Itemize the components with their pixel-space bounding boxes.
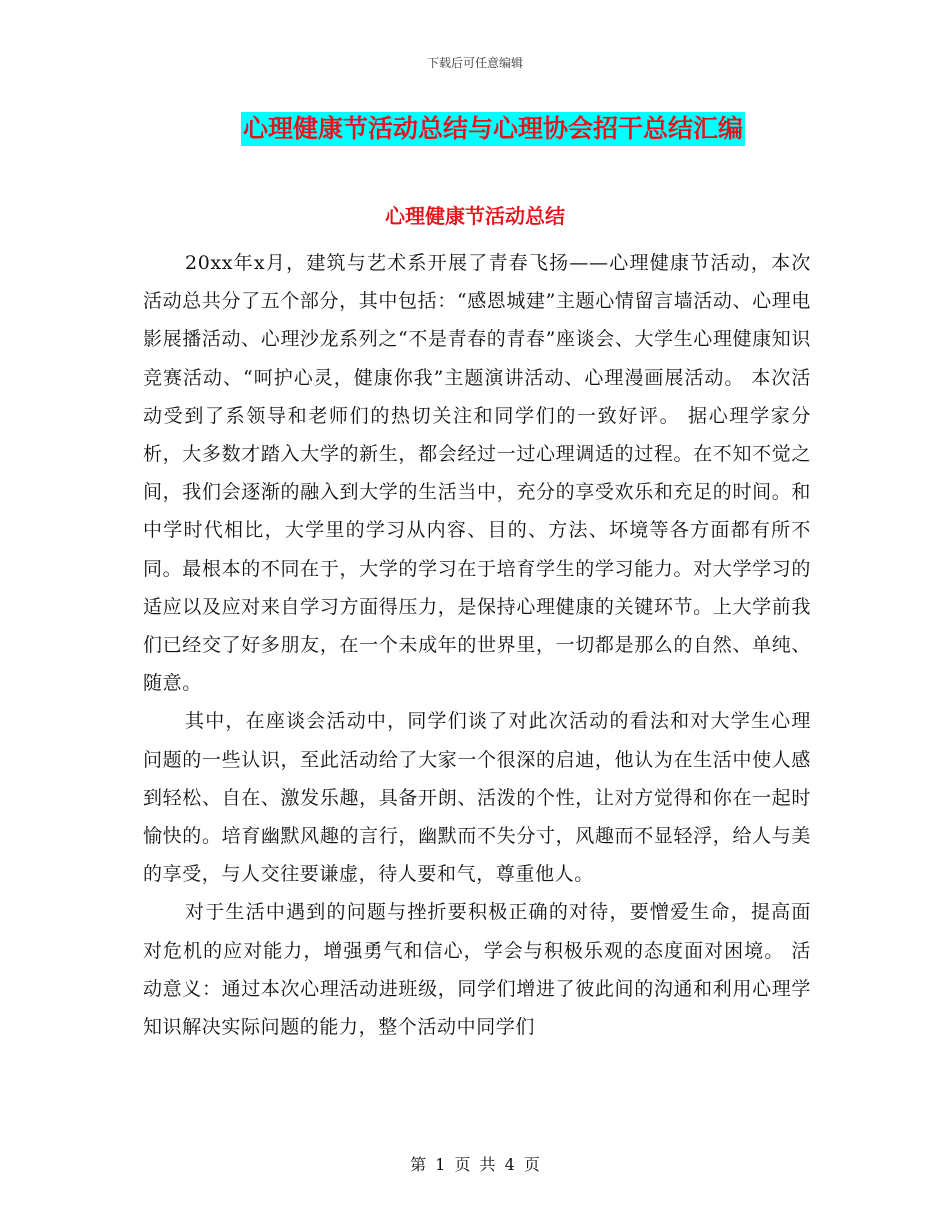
page-footer: 第 1 页 共 4 页 [410,1155,540,1174]
document-body [143,244,811,1046]
section-title: 心理健康节活动总结 [385,204,565,228]
paragraph: 其中，在座谈会活动中，同学们谈了对此次活动的看法和对大学生心理问题的一些认识，至此活动给了大家一个很深的启迪，他认为在生活中使人感到轻松、自在、激发乐趣，具备开朗、活泼的个性，让对方觉得和你在一起时愉快的。培育幽默风趣的言行，幽默而不失分寸，风趣而不显轻浮，给人与美的享受，与人交往要谦虚，待人要和气，尊重他人。 [143,710,811,886]
paragraph: 20xx年x月，建筑与艺术系开展了青春飞扬——心理健康节活动，本次活动总共分了五个部分，其中包括：“感恩城建”主题心情留言墙活动、心理电影展播活动、心理沙龙系列之“不是青春的青春”座谈会、大学生心理健康知识竞赛活动、“呵护心灵，健康你我”主题演讲活动、心理漫画展活动。 本次活动受到了系领导和老师们的热切关注和同学们的一致好评。 据心理学家分析，大多数才踏入大学的新生，都会经过一过心理调适的过程。在不知不觉之间，我们会逐渐的融入到大学的生活当中，充分的享受欢乐和充足的时间。和中学时代相比，大学里的学习从内容、目的、方法、坏境等各方面都有所不同。最根本的不同在于，大学的学习在于培育学生的学习能力。对大学学习的适应以及应对来自学习方面得压力，是保持心理健康的关键环节。上大学前我们已经交了好多朋友，在一个未成年的世界里，一切都是那么的自然、单纯、随意。 [143,252,811,695]
paragraph: 对于生活中遇到的问题与挫折要积极正确的对待，要憎爱生命，提高面对危机的应对能力，增强勇气和信心，学会与积极乐观的态度面对困境。 活动意义：通过本次心理活动进班级，同学们增进了彼此间的沟通和利用心理学知识解决实际问题的能力，整个活动中同学们 [143,901,811,1039]
header-note: 下载后可任意编辑 [426,56,523,70]
document-title-container [0,112,950,146]
document-title: 心理健康节活动总结与心理协会招干总结汇编 [241,112,745,146]
